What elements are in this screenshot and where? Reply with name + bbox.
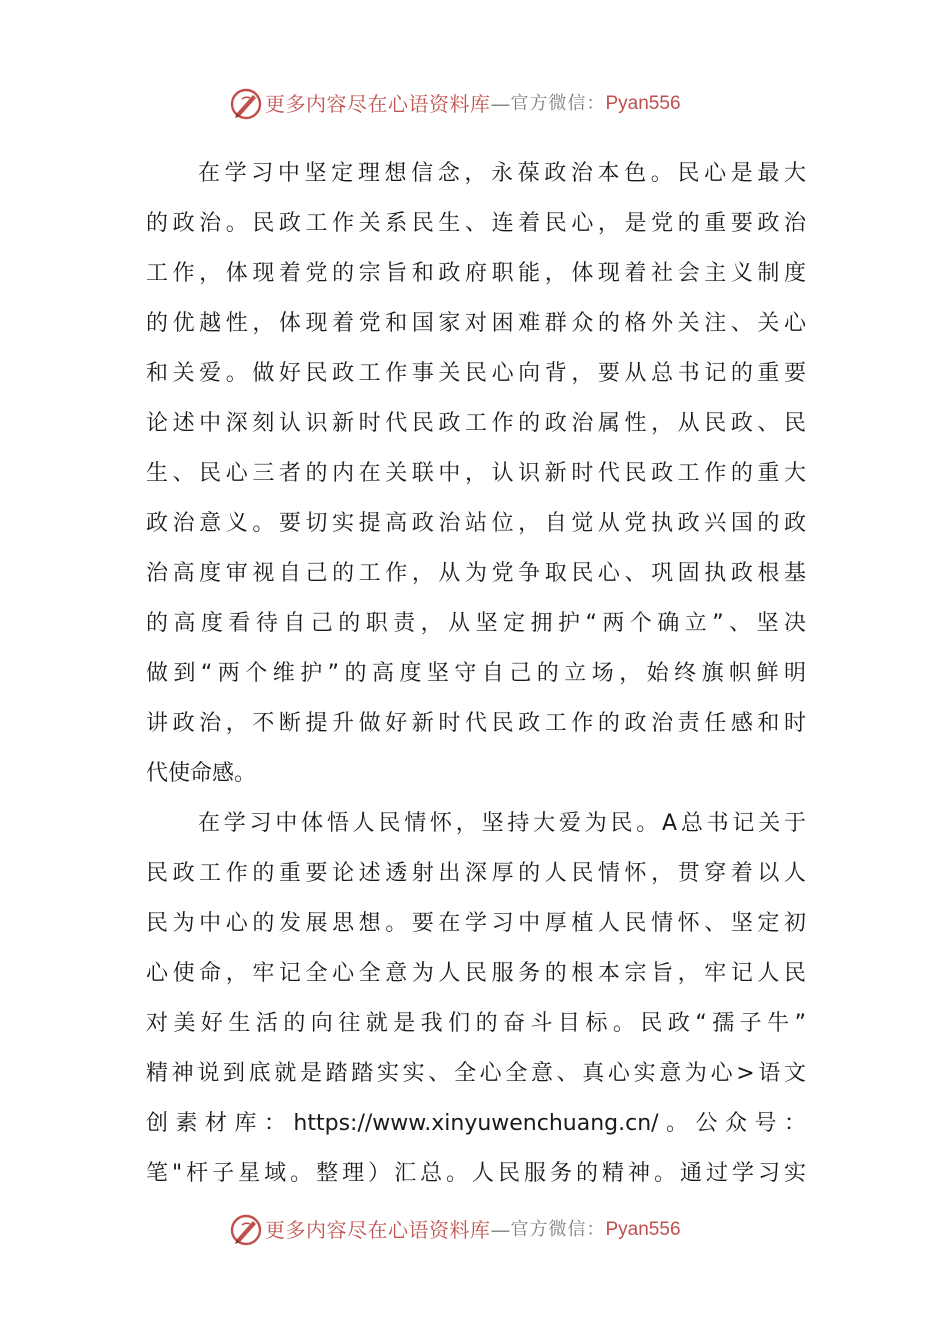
text-line: 论述中深刻认识新时代民政工作的政治属性，从民政、民 [146, 411, 806, 436]
watermark-label: 官方微信： [510, 1219, 606, 1240]
text-line: 在学习中坚定理想信念，永葆政治本色。民心是最大 [198, 161, 806, 186]
watermark-label: 官方微信： [510, 93, 606, 114]
watermark-id: Pyan556 [605, 1219, 681, 1240]
text-line: 民政工作的重要论述透射出深厚的人民情怀，贯穿着以人 [146, 861, 806, 886]
header-watermark [229, 87, 681, 121]
text-line: 生、民心三者的内在关联中，认识新时代民政工作的重大 [146, 461, 806, 486]
text-line: 治高度审视自己的工作，从为党争取民心、巩固执政根基 [146, 561, 806, 586]
text-line: 和关爱。做好民政工作事关民心向背，要从总书记的重要 [146, 361, 806, 386]
footer-watermark [229, 1213, 681, 1247]
watermark-dash: — [490, 92, 511, 116]
text-line: 创素材库：https://www.xinyuwenchuang.cn/。公众号： [146, 1111, 806, 1136]
pen-logo-icon [229, 1213, 263, 1247]
text-line: 政治意义。要切实提高政治站位，自觉从党执政兴国的政 [146, 511, 806, 536]
watermark-id: Pyan556 [605, 93, 681, 114]
text-line: 对美好生活的向往就是我们的奋斗目标。民政“孺子牛” [146, 1011, 806, 1036]
text-line: 的高度看待自己的职责，从坚定拥护“两个确立”、坚决 [146, 611, 806, 636]
text-line: 心使命，牢记全心全意为人民服务的根本宗旨，牢记人民 [146, 961, 806, 986]
text-line: 在学习中体悟人民情怀，坚持大爱为民。A总书记关于 [198, 811, 806, 836]
text-line: 讲政治，不断提升做好新时代民政工作的政治责任感和时 [146, 711, 806, 736]
text-line: 民为中心的发展思想。要在学习中厚植人民情怀、坚定初 [146, 911, 806, 936]
document-body [146, 149, 806, 1199]
paragraph-2 [146, 799, 806, 1199]
watermark-brand: 更多内容尽在心语资料库 [265, 1218, 491, 1242]
text-line: 笔"杆子星域。整理）汇总。人民服务的精神。通过学习实 [146, 1161, 806, 1186]
text-line: 的优越性，体现着党和国家对困难群众的格外关注、关心 [146, 311, 806, 336]
pen-logo-icon [229, 87, 263, 121]
text-line: 的政治。民政工作关系民生、连着民心，是党的重要政治 [146, 211, 806, 236]
text-line: 精神说到底就是踏踏实实、全心全意、真心实意为心>语文 [146, 1061, 806, 1086]
watermark-dash: — [490, 1218, 511, 1242]
text-line: 代使命感。 [146, 761, 257, 786]
text-line: 工作，体现着党的宗旨和政府职能，体现着社会主义制度 [146, 261, 806, 286]
paragraph-1 [146, 149, 806, 799]
watermark-brand: 更多内容尽在心语资料库 [265, 92, 491, 116]
text-line: 做到“两个维护”的高度坚守自己的立场，始终旗帜鲜明 [146, 661, 806, 686]
